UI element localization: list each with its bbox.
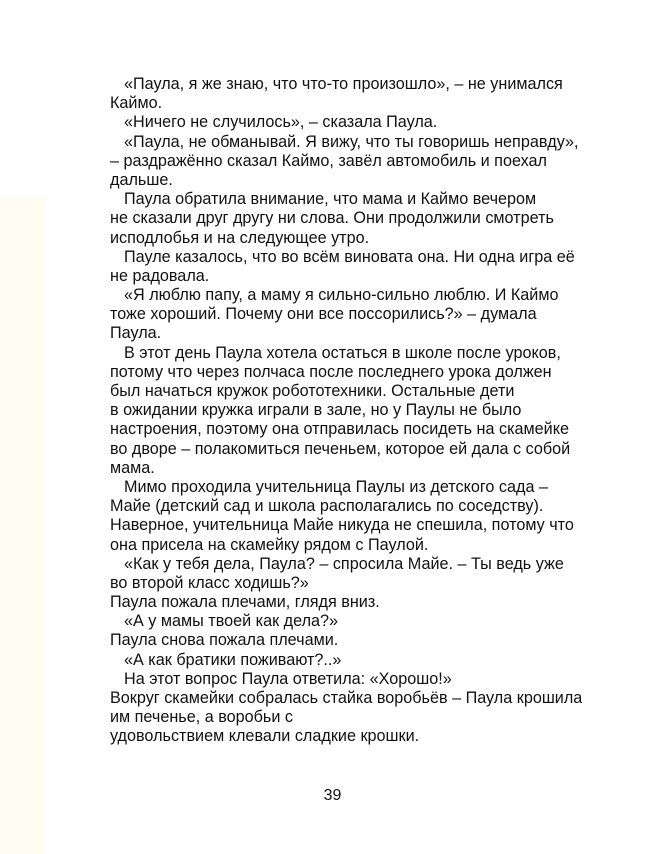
- text-line: не радовала.: [110, 266, 210, 285]
- text-line: «Ничего не случилось», – сказала Паула.: [124, 113, 438, 132]
- text-line: Каймо.: [110, 94, 163, 113]
- text-line: в ожидании кружка играли в зале, но у Паулы не было: [110, 401, 522, 420]
- text-line: Пауле казалось, что во всём виновата она. Ни одна игра её: [124, 247, 575, 266]
- text-line: мама.: [110, 458, 155, 477]
- text-line: «Паула, я же знаю, что что-то произошло», – не унимался: [124, 75, 563, 93]
- text-line: исподлобья и на следующее утро.: [110, 228, 370, 247]
- text-line: Мимо проходила учительница Паулы из детского сада –: [124, 477, 548, 496]
- text-line: «А как братики поживают?..»: [124, 650, 342, 669]
- text-line: Паула.: [110, 324, 162, 343]
- text-line: Майе (детский сад и школа располагались по соседству).: [110, 497, 544, 516]
- text-line: потому что через полчаса после последнего урока должен: [110, 362, 552, 381]
- text-line: не сказали друг другу ни слова. Они продолжили смотреть: [110, 209, 554, 228]
- text-line: Наверное, учительница Майе никуда не спешила, потому что: [110, 516, 574, 535]
- text-line: «Как у тебя дела, Паула? – спросила Майе. – Ты ведь уже: [124, 554, 564, 573]
- text-line: был начаться кружок робототехники. Остальные дети: [110, 382, 515, 400]
- text-line: «А у мамы твоей как дела?»: [124, 612, 339, 631]
- body-text: [110, 75, 583, 747]
- text-line: во второй класс ходишь?»: [110, 573, 309, 592]
- text-line: Вокруг скамейки собралась стайка воробьёв – Паула крошила: [110, 689, 583, 707]
- text-line: – раздражённо сказал Каймо, завёл автомобиль и поехал: [110, 151, 547, 170]
- text-line: «Я люблю папу, а маму я сильно-сильно люблю. И Каймо: [124, 286, 559, 305]
- text-line: им печенье, а воробьи с: [110, 708, 293, 727]
- page-number: 39: [323, 787, 342, 804]
- text-line: Паула снова пожала плечами.: [110, 631, 339, 650]
- text-line: Паула пожала плечами, глядя вниз.: [110, 593, 380, 612]
- page-left-margin-strip: [0, 196, 45, 854]
- text-line: во дворе – полакомиться печеньем, которое ей дала с собой: [110, 439, 571, 458]
- text-line: дальше.: [110, 170, 173, 189]
- text-line: Паула обратила внимание, что мама и Каймо вечером: [124, 190, 537, 209]
- text-line: удовольствием клевали сладкие крошки.: [110, 727, 420, 746]
- text-line: На этот вопрос Паула ответила: «Хорошо!»: [124, 669, 452, 688]
- text-line: настроения, поэтому она отправилась посидеть на скамейке: [110, 420, 569, 439]
- text-line: В этот день Паула хотела остаться в школе после уроков,: [124, 343, 561, 362]
- text-line: тоже хороший. Почему они все поссорились?» – думала: [110, 305, 537, 324]
- text-line: «Паула, не обманывай. Я вижу, что ты говоришь неправду»,: [124, 132, 579, 151]
- text-line: она присела на скамейку рядом с Паулой.: [110, 535, 429, 554]
